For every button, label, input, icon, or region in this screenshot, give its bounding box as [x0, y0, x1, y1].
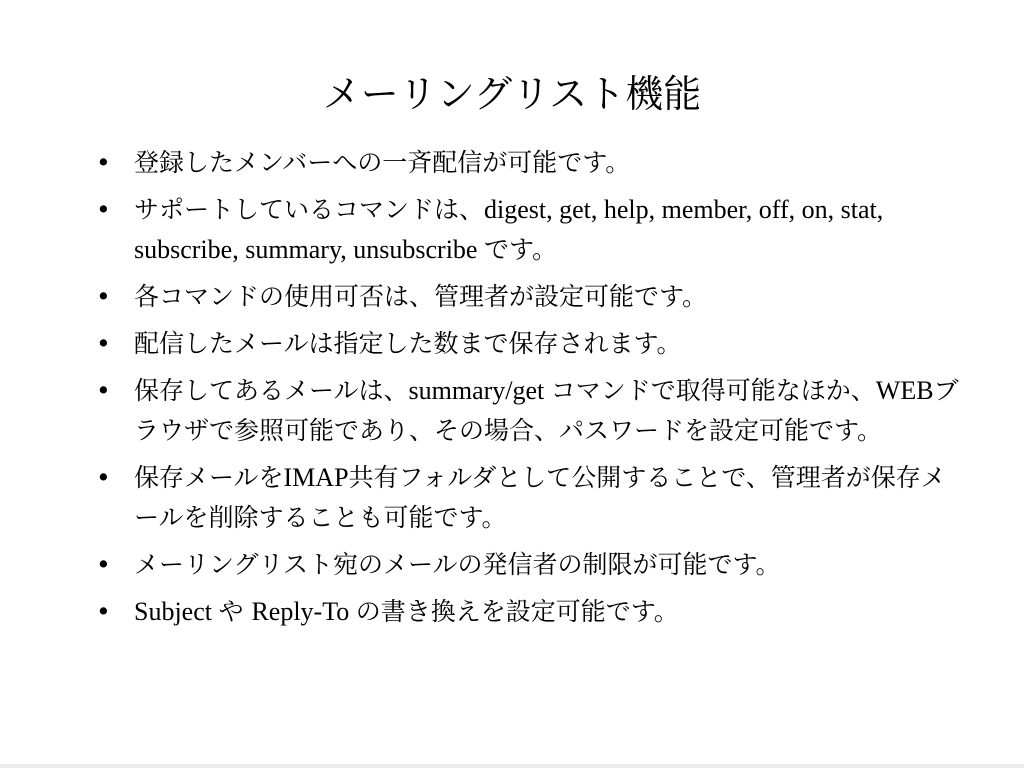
bullet-text: Reply-To: [251, 597, 356, 626]
bullet-text: コマンドで取得可能なほか、: [550, 376, 876, 405]
slide-title: メーリングリスト機能: [322, 72, 702, 116]
bullet-text: IMAP: [283, 463, 349, 492]
bullet-mark: •: [96, 550, 111, 579]
bullet-item: [90, 324, 960, 364]
bullet-text: の書き換えを設定可能です。: [355, 597, 679, 626]
bullet-mark: •: [96, 282, 111, 311]
bullet-item: [90, 371, 960, 451]
bullet-text: 保存してあるメールは、: [134, 376, 409, 405]
bullet-text: Subject: [134, 597, 219, 626]
bullet-item: [90, 545, 960, 585]
bullet-item: [90, 277, 960, 317]
bullet-mark: •: [96, 195, 111, 224]
bullet-text: メーリングリスト宛のメールの発信者の制限が可能です。: [134, 550, 781, 579]
bullet-text: 保存メールを: [134, 463, 284, 492]
bullet-text: digest, get, help, member, off, on, stat, subscribe, summary, unsubscribe: [134, 195, 884, 264]
bullet-mark: •: [96, 329, 111, 358]
bullet-text: サポートしているコマンドは、: [134, 195, 485, 224]
bullet-text: ブラウザで参照可能であり、その場合、パスワードを設定可能です。: [134, 376, 959, 445]
bullet-text: 登録したメンバーへの一斉配信が可能です。: [134, 148, 631, 177]
bullet-item: [90, 458, 960, 538]
bullet-item: [90, 143, 960, 183]
bullet-mark: •: [96, 376, 111, 405]
bullet-text: 配信したメールは指定した数まで保存されます。: [134, 329, 682, 358]
bullet-list: [90, 143, 960, 639]
bottom-divider: [0, 764, 1024, 768]
bullet-mark: •: [96, 597, 111, 626]
bullet-text: や: [218, 597, 252, 626]
bullet-text: 各コマンドの使用可否は、管理者が設定可能です。: [134, 282, 708, 311]
bullet-item: [90, 592, 960, 632]
bullet-mark: •: [96, 463, 111, 492]
bullet-item: [90, 190, 960, 270]
bullet-text: です。: [483, 235, 557, 264]
bullet-text: WEB: [875, 376, 934, 405]
bullet-text: 共有フォルダとして公開することで、管理者が保存メールを削除することも可能です。: [134, 463, 946, 532]
bullet-text: summary/get: [408, 376, 551, 405]
bullet-mark: •: [96, 148, 111, 177]
